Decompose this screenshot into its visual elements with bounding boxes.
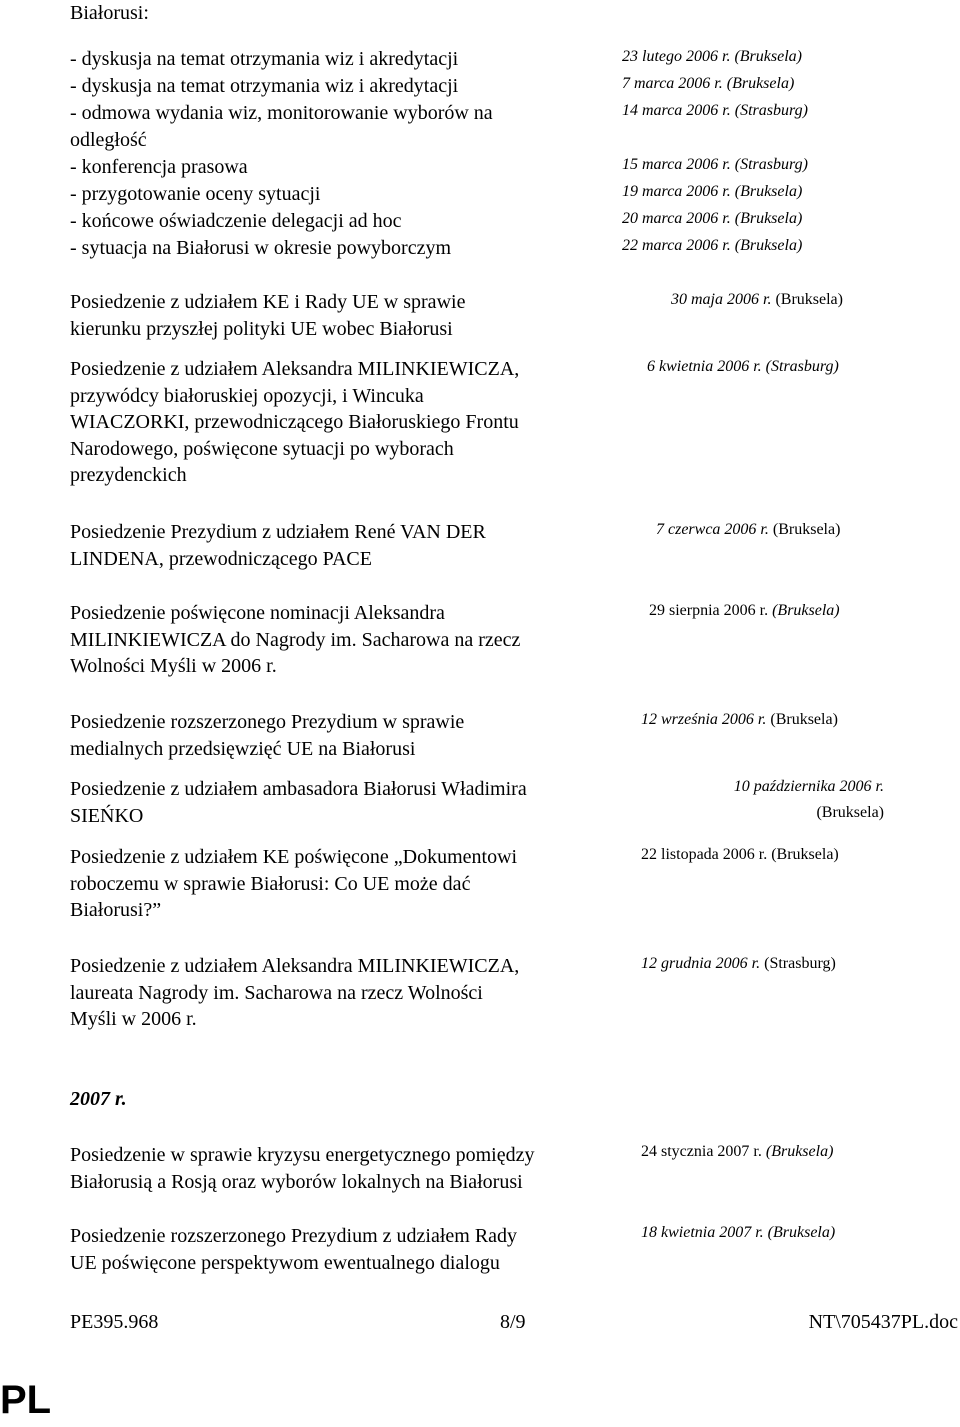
meeting-date: 18 kwietnia 2007 r. (Bruksela) [641, 1224, 836, 1241]
entry-line: kierunku przyszłej polityki UE wobec Białorusi [70, 317, 453, 340]
bullet-line: odległość [70, 129, 147, 151]
bullet-date: 20 marca 2006 r. (Bruksela) [622, 210, 803, 227]
meeting-date: 12 września 2006 r. (Bruksela) [641, 711, 838, 728]
meeting-entry [70, 776, 527, 829]
meeting-entry [70, 1142, 534, 1195]
entry-line: UE poświęcone perspektywom ewentualnego dialogu [70, 1251, 500, 1274]
section-heading: Białorusi: [70, 2, 149, 24]
footer-document-name: NT\705437PL.doc [808, 1311, 958, 1333]
meeting-date: 6 kwietnia 2006 r. (Strasburg) [647, 358, 839, 375]
bullet-date: 23 lutego 2006 r. (Bruksela) [622, 48, 802, 65]
bullet-date: 22 marca 2006 r. (Bruksela) [622, 237, 803, 254]
place-text: (Bruksela) [816, 804, 884, 821]
meeting-entry [70, 1223, 517, 1276]
entry-line: Posiedzenie rozszerzonego Prezydium z udziałem Rady [70, 1225, 518, 1247]
bullet-line: - sytuacja na Białorusi w okresie powyborczym [70, 237, 452, 259]
meeting-entry [70, 519, 486, 572]
entry-line: Posiedzenie w sprawie kryzysu energetycznego pomiędzy [70, 1144, 535, 1166]
entry-line: Narodowego, poświęcone sytuacji po wyborach [70, 437, 454, 460]
entry-line: SIEŃKO [70, 804, 144, 827]
meeting-entry [70, 709, 464, 762]
entry-line: Posiedzenie z udziałem KE i Rady UE w sprawie [70, 291, 466, 313]
bullet-line: - dyskusja na temat otrzymania wiz i akredytacji [70, 48, 459, 70]
entry-line: MILINKIEWICZA do Nagrody im. Sacharowa na rzecz [70, 628, 521, 651]
entry-line: Posiedzenie z udziałem ambasadora Białorusi Władimira [70, 778, 527, 800]
entry-line: Posiedzenie z udziałem KE poświęcone „Dokumentowi [70, 846, 518, 868]
bullet-line: - odmowa wydania wiz, monitorowanie wyborów na [70, 102, 493, 124]
meeting-date: 29 sierpnia 2006 r. (Bruksela) [649, 602, 840, 619]
entry-line: Posiedzenie Prezydium z udziałem René VAN DER [70, 521, 486, 543]
bullet-line: - końcowe oświadczenie delegacji ad hoc [70, 210, 402, 232]
meeting-date: 12 grudnia 2006 r. (Strasburg) [641, 955, 836, 972]
entry-line: WIACZORKI, przewodniczącego Białoruskiego Frontu [70, 411, 519, 433]
meeting-entry [70, 356, 519, 489]
year-heading: 2007 r. [70, 1088, 127, 1110]
bullet-date: 14 marca 2006 r. (Strasburg) [622, 102, 808, 119]
bullet-date: 7 marca 2006 r. (Bruksela) [622, 75, 795, 92]
meeting-entry [70, 844, 517, 924]
entry-line: prezydenckich [70, 464, 187, 486]
entry-line: medialnych przedsięwzięć UE na Białorusi [70, 737, 416, 760]
meeting-date: 30 maja 2006 r. (Bruksela) [671, 291, 843, 308]
meeting-entry [70, 289, 465, 342]
bullet-line: - dyskusja na temat otrzymania wiz i akredytacji [70, 75, 459, 97]
entry-line: Posiedzenie z udziałem Aleksandra MILINKIEWICZA, [70, 358, 520, 380]
bullet-line: - przygotowanie oceny sytuacji [70, 183, 321, 205]
meeting-date [660, 774, 884, 826]
entry-line: Białorusi?” [70, 899, 162, 921]
date-text: 10 października 2006 r. [733, 778, 884, 795]
bullet-line: - konferencja prasowa [70, 156, 248, 178]
footer-page-number: 8/9 [500, 1311, 526, 1333]
entry-line: Białorusią a Rosją oraz wyborów lokalnych na Białorusi [70, 1170, 523, 1193]
entry-line: Posiedzenie poświęcone nominacji Aleksandra [70, 602, 445, 624]
meeting-date: 24 stycznia 2007 r. (Bruksela) [641, 1143, 834, 1160]
entry-line: laureata Nagrody im. Sacharowa na rzecz Wolności [70, 981, 483, 1004]
meeting-entry [70, 953, 519, 1033]
entry-line: przywódcy białoruskiej opozycji, i Wincuka [70, 384, 424, 407]
bullet-date: 15 marca 2006 r. (Strasburg) [622, 156, 808, 173]
language-badge: PL [0, 1378, 52, 1422]
meeting-date: 7 czerwca 2006 r. (Bruksela) [656, 521, 841, 538]
meeting-date: 22 listopada 2006 r. (Bruksela) [641, 846, 839, 863]
entry-line: Posiedzenie rozszerzonego Prezydium w sprawie [70, 711, 465, 733]
entry-line: Wolności Myśli w 2006 r. [70, 655, 277, 677]
bullet-date: 19 marca 2006 r. (Bruksela) [622, 183, 803, 200]
entry-line: Posiedzenie z udziałem Aleksandra MILINKIEWICZA, [70, 955, 520, 977]
entry-line: roboczemu w sprawie Białorusi: Co UE może dać [70, 872, 471, 895]
footer-reference: PE395.968 [70, 1311, 159, 1333]
meeting-entry [70, 600, 520, 680]
entry-line: LINDENA, przewodniczącego PACE [70, 547, 372, 570]
entry-line: Myśli w 2006 r. [70, 1008, 197, 1030]
